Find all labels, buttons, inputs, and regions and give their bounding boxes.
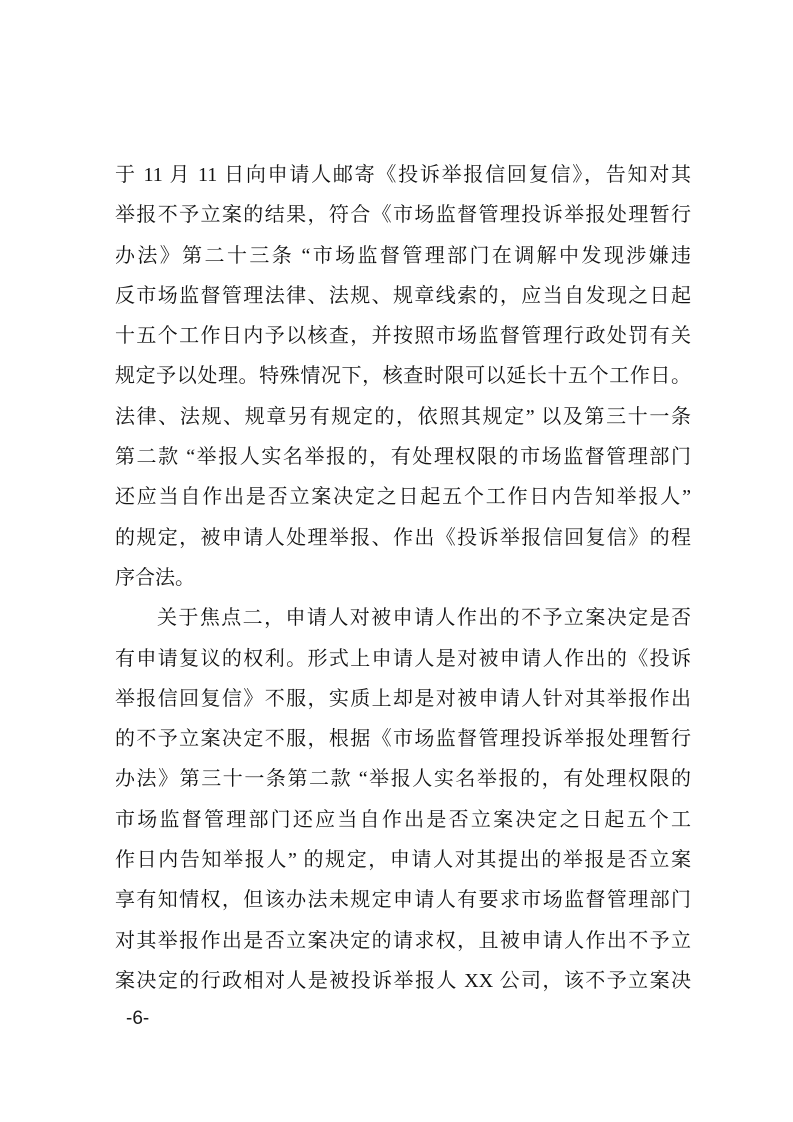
text-line: 还应当自作出是否立案决定之日起五个工作日内告知举报人”	[115, 486, 691, 509]
text-line: 享有知情权，但该办法未规定申请人有要求市场监督管理部门	[115, 889, 691, 912]
text-line: 举报不予立案的结果，符合《市场监督管理投诉举报处理暂行	[115, 204, 691, 227]
text-line: 举报信回复信》不服，实质上却是对被申请人针对其举报作出	[115, 687, 691, 710]
text-line: 反市场监督管理法律、法规、规章线索的，应当自发现之日起	[115, 284, 691, 307]
text-line: 规定予以处理。特殊情况下，核查时限可以延长十五个工作日。	[115, 365, 691, 388]
text-line: 的不予立案决定不服，根据《市场监督管理投诉举报处理暂行	[115, 728, 691, 751]
text-line: 有申请复议的权利。形式上申请人是对被申请人作出的《投诉	[115, 647, 691, 670]
text-line: 第二款 “举报人实名举报的，有处理权限的市场监督管理部门	[115, 446, 691, 469]
page-number: -6-	[126, 1008, 150, 1029]
text-line: 关于焦点二，申请人对被申请人作出的不予立案决定是否	[157, 607, 691, 630]
text-line: 十五个工作日内予以核查，并按照市场监督管理行政处罚有关	[115, 325, 691, 348]
text-line: 对其举报作出是否立案决定的请求权，且被申请人作出不予立	[115, 929, 691, 952]
document-body	[115, 155, 691, 1001]
text-line: 作日内告知举报人” 的规定，申请人对其提出的举报是否立案	[115, 849, 691, 872]
text-line: 的规定，被申请人处理举报、作出《投诉举报信回复信》的程	[115, 526, 691, 549]
text-line: 序合法。	[115, 566, 195, 589]
text-line: 于 11 月 11 日向申请人邮寄《投诉举报信回复信》，告知对其	[115, 164, 691, 186]
text-line: 市场监督管理部门还应当自作出是否立案决定之日起五个工	[115, 808, 691, 831]
text-line: 办法》第二十三条 “市场监督管理部门在调解中发现涉嫌违	[115, 244, 691, 267]
text-line: 案决定的行政相对人是被投诉举报人 XX 公司，该不予立案决	[115, 969, 691, 992]
text-line: 办法》第三十一条第二款 “举报人实名举报的，有处理权限的	[115, 768, 691, 791]
text-line: 法律、法规、规章另有规定的，依照其规定” 以及第三十一条	[115, 405, 691, 428]
